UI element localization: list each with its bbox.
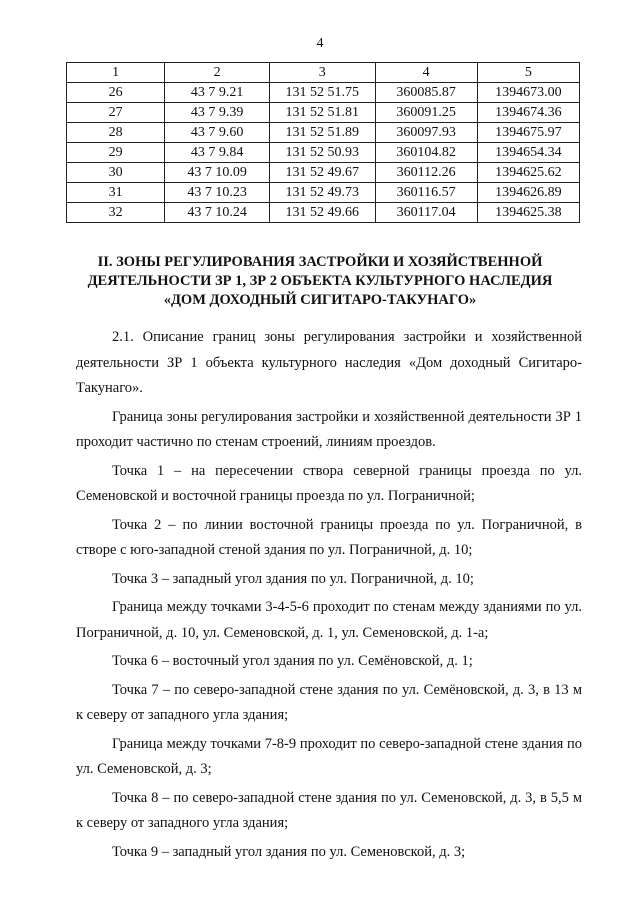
table-cell: 131 52 51.75 <box>269 83 375 103</box>
paragraph: Точка 3 – западный угол здания по ул. Пограничной, д. 10; <box>112 570 474 587</box>
table-cell: 1394654.34 <box>477 143 579 163</box>
section-title-line: «ДОМ ДОХОДНЫЙ СИГИТАРО-ТАКУНАГО» <box>163 292 477 308</box>
table-cell: 43 7 9.60 <box>165 123 270 143</box>
table-cell: 1394674.36 <box>477 103 579 123</box>
table-cell: 27 <box>67 103 165 123</box>
table-cell: 360085.87 <box>375 83 477 103</box>
column-header: 1 <box>67 63 165 83</box>
table-cell: 1394675.97 <box>477 123 579 143</box>
table-cell: 43 7 9.84 <box>165 143 270 163</box>
table-cell: 360104.82 <box>375 143 477 163</box>
table-cell: 131 52 51.89 <box>269 123 375 143</box>
table-cell: 131 52 49.73 <box>269 183 375 203</box>
section-title <box>40 253 600 310</box>
paragraph: Точка 9 – западный угол здания по ул. Семеновской, д. 3; <box>112 843 466 860</box>
table-cell: 28 <box>67 123 165 143</box>
table-cell: 131 52 49.66 <box>269 203 375 223</box>
table-cell: 360116.57 <box>375 183 477 203</box>
body-text <box>76 325 582 868</box>
table-cell: 131 52 51.81 <box>269 103 375 123</box>
paragraph: Граница зоны регулирования застройки и хозяйственной деятельности ЗР 1 проходит частично по стенам строений, линиям проездов. <box>76 408 582 450</box>
column-header: 5 <box>477 63 579 83</box>
paragraph: 2.1. Описание границ зоны регулирования застройки и хозяйственной деятельности ЗР 1 объекта культурного наследия «Дом доходный Сигитаро-Такунаго». <box>76 329 582 396</box>
paragraph: Граница между точками 3-4-5-6 проходит по стенам между зданиями по ул. Пограничной, д. 10, ул. Семеновской, д. 1, ул. Семеновской, д. 1-а; <box>76 599 582 641</box>
table-cell: 31 <box>67 183 165 203</box>
section-title-line: ДЕЯТЕЛЬНОСТИ ЗР 1, ЗР 2 ОБЪЕКТА КУЛЬТУРНОГО НАСЛЕДИЯ <box>87 273 553 289</box>
table-cell: 29 <box>67 143 165 163</box>
table-cell: 26 <box>67 83 165 103</box>
table-header-row <box>67 63 580 83</box>
coordinates-table <box>66 62 580 223</box>
column-header: 2 <box>165 63 270 83</box>
table-row <box>67 183 580 203</box>
table-cell: 1394625.38 <box>477 203 579 223</box>
table-cell: 32 <box>67 203 165 223</box>
table-cell: 30 <box>67 163 165 183</box>
paragraph: Точка 2 – по линии восточной границы проезда по ул. Пограничной, в створе с юго-западной стеной здания по ул. Пограничной, д. 10; <box>76 516 582 558</box>
page-number: 4 <box>316 36 324 51</box>
table-cell: 43 7 10.24 <box>165 203 270 223</box>
paragraph: Точка 6 – восточный угол здания по ул. Семёновской, д. 1; <box>112 653 473 669</box>
table-row <box>67 163 580 183</box>
table-cell: 43 7 9.21 <box>165 83 270 103</box>
table-cell: 43 7 9.39 <box>165 103 270 123</box>
section-title-line: II. ЗОНЫ РЕГУЛИРОВАНИЯ ЗАСТРОЙКИ И ХОЗЯЙСТВЕННОЙ <box>97 254 543 270</box>
table-cell: 131 52 50.93 <box>269 143 375 163</box>
table-cell: 1394673.00 <box>477 83 579 103</box>
paragraph: Граница между точками 7-8-9 проходит по северо-западной стене здания по ул. Семеновской, д. 3; <box>76 735 582 777</box>
table-cell: 131 52 49.67 <box>269 163 375 183</box>
paragraph: Точка 7 – по северо-западной стене здания по ул. Семёновской, д. 3, в 13 м к северу от западного угла здания; <box>76 681 582 723</box>
table-cell: 360112.26 <box>375 163 477 183</box>
table-row <box>67 143 580 163</box>
table-cell: 360117.04 <box>375 203 477 223</box>
table-cell: 1394625.62 <box>477 163 579 183</box>
table-cell: 360097.93 <box>375 123 477 143</box>
paragraph: Точка 8 – по северо-западной стене здания по ул. Семеновской, д. 3, в 5,5 м к северу от западного угла здания; <box>76 789 582 831</box>
column-header: 4 <box>375 63 477 83</box>
table-row <box>67 83 580 103</box>
table-cell: 1394626.89 <box>477 183 579 203</box>
paragraph: Точка 1 – на пересечении створа северной границы проезда по ул. Семеновской и восточной границы проезда по ул. Пограничной; <box>76 462 582 504</box>
table-row <box>67 203 580 223</box>
table-cell: 360091.25 <box>375 103 477 123</box>
table-row <box>67 103 580 123</box>
column-header: 3 <box>269 63 375 83</box>
table-cell: 43 7 10.09 <box>165 163 270 183</box>
table-row <box>67 123 580 143</box>
table-cell: 43 7 10.23 <box>165 183 270 203</box>
